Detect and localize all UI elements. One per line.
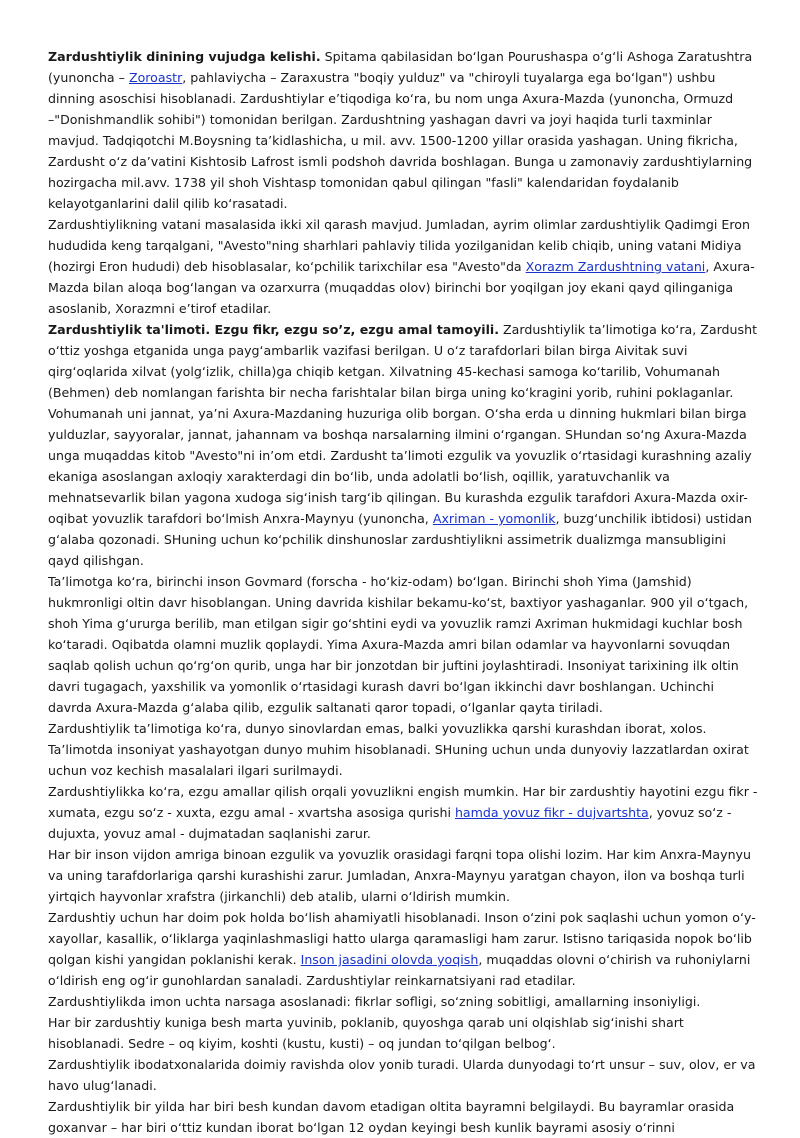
text: Zardushtiy uchun har doim pok holda bo‘lish ahamiyatli hisoblanadi. Inson o‘zini pok saqlashi uchun yomon o‘y-xayollar, kasallik, o‘liklarga yaqinlashmasligi hatto ularga qaramasligi ham zarur. Istisno tariqasida nopok bo‘lib qolgan kishi yangidan poklanishi kerak. [48, 910, 756, 967]
paragraph-origin [48, 46, 760, 214]
text: , pahlaviycha – Zaraxustra "boqiy yulduz" va "chiroyli tuyalarga ega bo‘lgan") ushbu dinning asoschisi hisoblanadi. Zardushtiylar e’tiqodiga ko‘ra, bu nom unga Axura-Mazda (yunoncha, Ormuzd –"Donishmandlik sohibi") tomonidan berilgan. Zardushtning yashagan davri va joyi haqida turli taxminlar mavjud. Tadqiqotchi M.Boysning ta’kidlashicha, u mil. avv. 1500-1200 yillar orasida yashagan. Uning fikricha, Zardusht o‘z da’vatini Kishtosib Lafrost ismli podshoh davrida boshlagan. Bunga u zamonaviy zardushtiylarning hozirgacha mil.avv. 1738 yil shoh Vishtasp tomonidan qabul qilingan "fasli" kalendaridan foydalanib kelayotganlarini dalil qilib ko‘rasatadi. [48, 70, 753, 211]
text: Zardushtiylik ta’limotiga ko‘ra, Zardusht o‘ttiz yoshga etganida unga payg‘ambarlik vazifasi berilgan. U o‘z tarafdorlari bilan birga Aivitak suvi qirg‘oqlarida xilvat (yolg‘izlik, chilla)ga chiqib ketgan. Xilvatning 45-kechasi samoga ko‘tarilib, Vohumanah (Behmen) deb nomlangan farishta bir necha farishtalar bilan birga uning ko‘kragini yorib, ruhini poklaganlar. Vohumanah uni jannat, ya’ni Axura-Mazdaning huzuriga olib borgan. O‘sha erda u dinning hukmlari bilan birga yulduzlar, sayyoralar, jannat, jahannam va boshqa narsalarning ilmini o‘rgangan. SHundan so‘ng Axura-Mazda unga muqaddas kitob "Avesto"ni in’om etdi. Zardusht ta’limoti ezgulik va yovuzlik o‘rtasidagi kurashning azaliy ekaniga asoslangan axloqiy xarakterdagi din bo‘lib, unda adolatli bo‘lish, oqillik, yaratuvchanlik va mehnatsevarlik bilan yagona xudoga sig‘inish targ‘ib qilingan. Bu kurashda ezgulik tarafdori Axura-Mazda oxir-oqibat yovuzlik tarafdori bo‘lmish Anxra-Maynyu (yunoncha, [48, 322, 758, 526]
paragraph-homeland [48, 214, 760, 319]
text: , buzg‘unchilik ibtidosi) ustidan g‘alaba qozonadi. SHuning uchun ko‘pchilik dinshunoslar zardushtiylikni assimetrik dualizmga mansubligini qayd qilishgan. [48, 511, 753, 568]
link-dujvartshta[interactable]: hamda yovuz fikr - dujvartshta [454, 805, 649, 820]
link-zoroastr[interactable]: Zoroastr [128, 70, 183, 85]
paragraph-govmard: Ta’limotga ko‘ra, birinchi inson Govmard (forscha - ho‘kiz-odam) bo‘lgan. Birinchi shoh Yima (Jamshid) hukmronligi oltin davr hisoblangan. Uning davrida kishilar bekamu-ko‘st, baxtiyor yashaganlar. 900 yil o‘tgach, shoh Yima g‘ururga berilib, man etilgan sigir go‘shtini eydi va yovuzlik ramzi Axriman hukmidagi kuchlar bosh ko‘taradi. Oqibatda olamni muzlik qoplaydi. Yima Axura-Mazda amri bilan odamlar va hayvonlarni sovuqdan saqlab qolish uchun qo‘rg‘on qurib, unga har bir jonzotdan bir juftini joylashtiradi. Insoniyat tarixining ilk oltin davri tugagach, yaxshilik va yomonlik o‘rtasidagi kurash davri bo‘lgan ikkinchi davr boshlangan. Uchinchi davrda Axura-Mazda g‘alaba qilib, ezgulik saltanati qaror topadi, o‘lganlar qayta tiriladi. [48, 574, 749, 715]
link-axriman[interactable]: Axriman - yomonlik [432, 511, 556, 526]
paragraph-washing: Har bir zardushtiy kuniga besh marta yuvinib, poklanib, quyoshga qarab uni olqishlab sig‘inishi shart hisoblanadi. Sedre – oq kiyim, koshti (kustu, kusti) – oq jundan to‘qilgan belbog‘. [48, 1015, 684, 1051]
paragraph-temples: Zardushtiylik ibodatxonalarida doimiy ravishda olov yonib turadi. Ularda dunyodagi to‘rt unsur – suv, olov, er va havo ulug‘lanadi. [48, 1057, 756, 1093]
link-xorazm[interactable]: Xorazm Zardushtning vatani [525, 259, 706, 274]
text: Spitama qabilasidan bo‘lgan Pourushaspa o‘g‘li Ashoga Zaratushtra (yunoncha – [48, 49, 753, 85]
link-cremation[interactable]: Inson jasadini olovda yoqish [300, 952, 479, 967]
text: Zardushtiylikning vatani masalasida ikki xil qarash mavjud. Jumladan, ayrim olimlar zardushtiylik Qadimgi Eron hududida keng tarqalgani, "Avesto"ning sharhlari pahlaviy tilida yozilganidan kelib chiqib, uning vatani Midiya (hozirgi Eron hududi) deb hisoblasalar, ko‘pchilik tarixchilar esa "Avesto"da [48, 217, 750, 274]
paragraph-conscience: Har bir inson vijdon amriga binoan ezgulik va yovuzlik orasidagi farqni topa olishi lozim. Har kim Anxra-Maynyu va uning tarafdorlariga qarshi kurashishi zarur. Jumladan, Anxra-Maynyu yaratgan chayon, ilon va boshqa turli yirtqich hayvonlar xrafstra (jirkanchli) deb atalib, ularni o‘ldirish mumkin. [48, 847, 751, 904]
paragraph-purity [48, 907, 760, 991]
paragraph-teaching [48, 319, 760, 571]
paragraph-world: Zardushtiylik ta’limotiga ko‘ra, dunyo sinovlardan emas, balki yovuzlikka qarshi kurashdan iborat, xolos. Ta’limotda insoniyat yashayotgan dunyo muhim hisoblanadi. SHuning uchun unda dunyoviy lazzatlardan oxirat uchun voz kechish masalalari ilgari surilmaydi. [48, 721, 749, 778]
text: , yovuz so‘z - dujuxta, yovuz amal - dujmatadan saqlanishi zarur. [48, 805, 732, 841]
document-body [48, 46, 760, 1138]
heading-teaching: Zardushtiylik ta'limoti. Ezgu fikr, ezgu so’z, ezgu amal tamoyili. [48, 322, 500, 337]
paragraph-holidays: Zardushtiylik bir yilda har biri besh kundan davom etadigan oltita bayramni belgilaydi. Bu bayramlar orasida goxanvar – har biri o‘ttiz kundan iborat bo‘lgan 12 oydan keyingi besh kunlik bayrami asosiy o‘rinni [48, 1099, 735, 1135]
text: Zardushtiylikka ko‘ra, ezgu amallar qilish orqali yovuzlikni engish mumkin. Har bir zardushtiy hayotini ezgu fikr - xumata, ezgu so‘z - xuxta, ezgu amal - xvartsha asosiga qurishi [48, 784, 758, 820]
heading-origin: Zardushtiylik dinining vujudga kelishi. [48, 49, 321, 64]
text: , Axura-Mazda bilan aloqa bog‘langan va ozarxurra (muqaddas olov) birinchi bor yoqilgan joy ekani qayd qilinganiga asoslanib, Xorazmni e’tirof etadilar. [48, 259, 755, 316]
text: , muqaddas olovni o‘chirish va ruhoniylarni o‘ldirish eng og‘ir gunohlardan sanaladi. Zardushtiylar reinkarnatsiyani rad etadilar. [48, 952, 751, 988]
paragraph-faith: Zardushtiylikda imon uchta narsaga asoslanadi: fikrlar sofligi, so‘zning sobitligi, amallarning insoniyligi. [48, 994, 701, 1009]
paragraph-good-deeds [48, 781, 760, 844]
